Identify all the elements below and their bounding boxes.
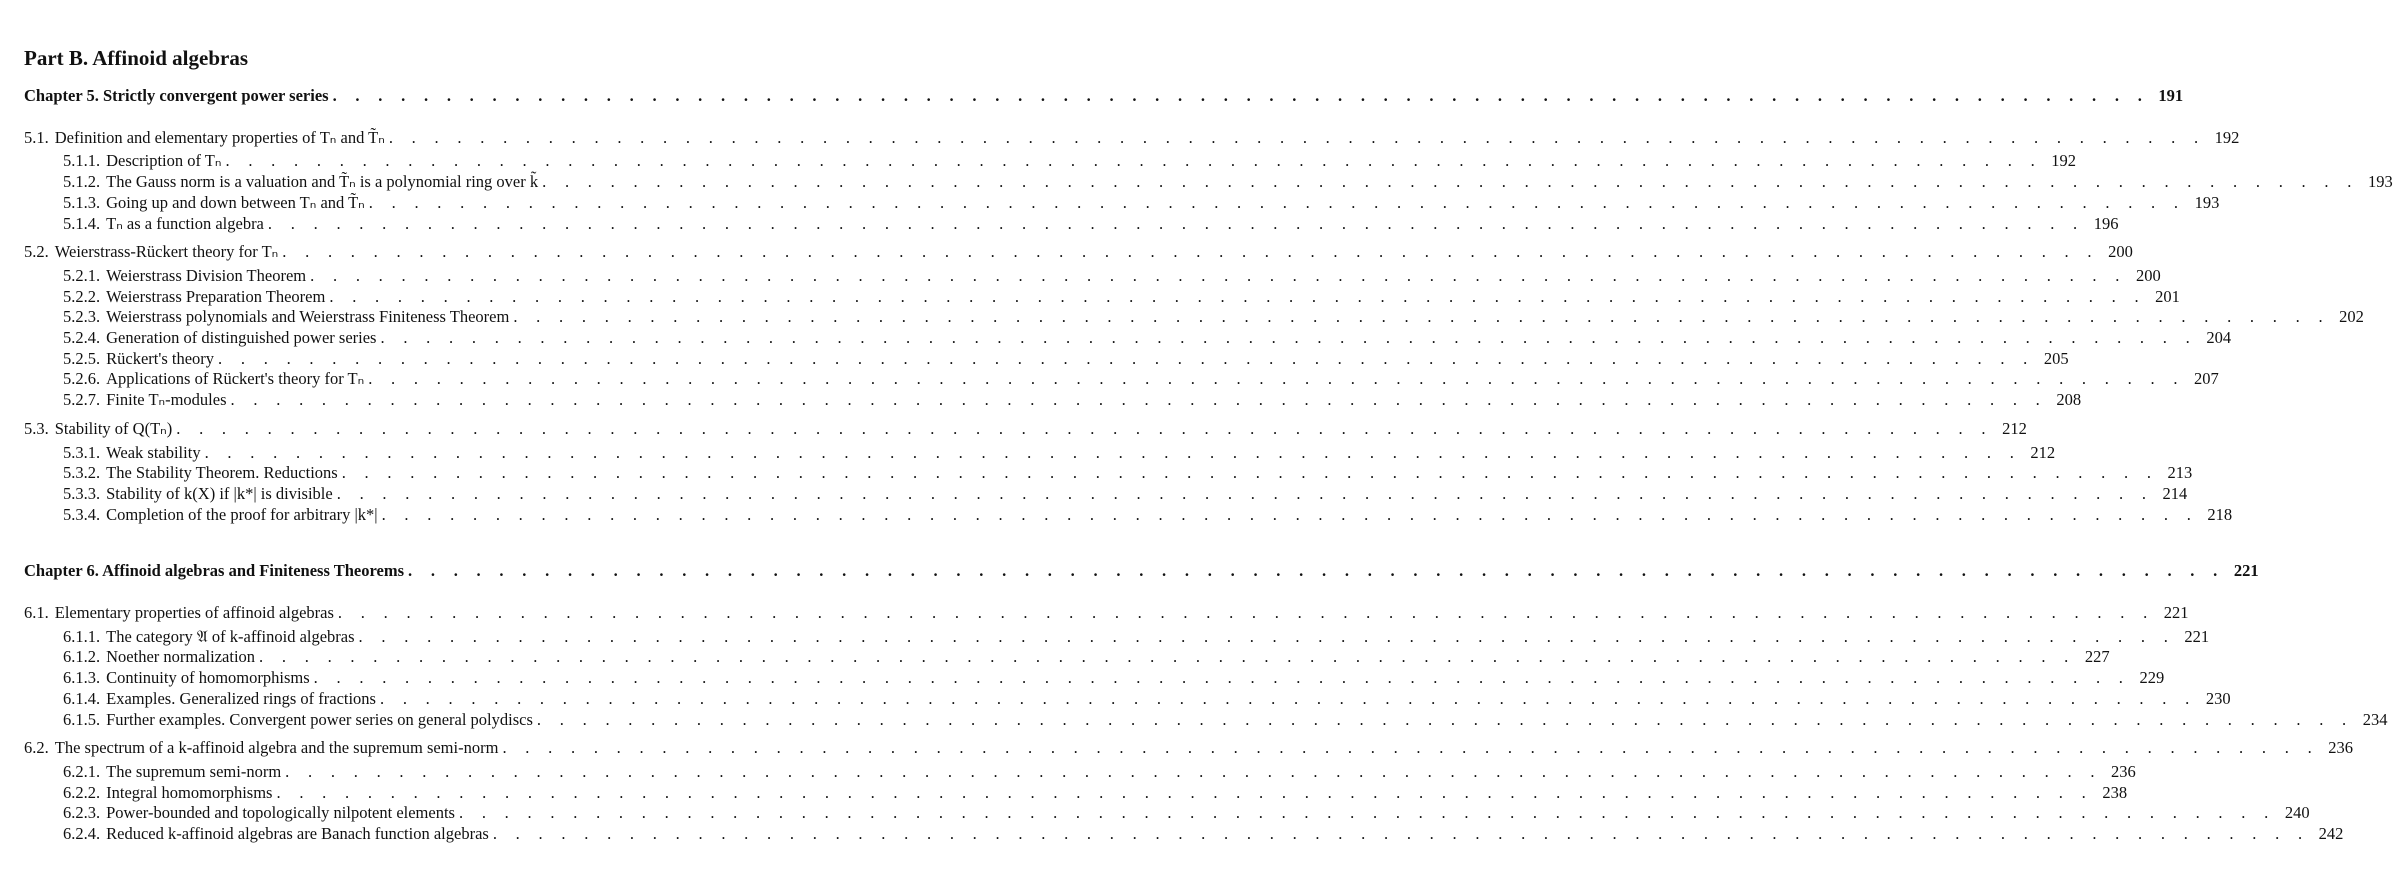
- subsection-entry: [24, 192, 2220, 214]
- entry-number: 5.3.1.: [63, 442, 101, 462]
- subsection-entry: [24, 172, 2393, 193]
- entry-title: Weierstrass polynomials and Weierstrass Finiteness Theorem: [106, 307, 510, 327]
- subsection-entry: [24, 151, 2077, 172]
- subsection-entry: [24, 265, 2161, 287]
- entry-number: 6.2.1.: [63, 761, 101, 781]
- page-number: 214: [2162, 483, 2188, 503]
- entry-number: 6.2.2.: [63, 782, 101, 802]
- dot-leader: . . . . . . . . . . . . . . . . . . . . . . . . . . . . . . . . . . . . . . . . . . . . . . . . . . . . . . . . . . . . . . . . . . . . . . . . . . . . . . . .: [337, 603, 2155, 623]
- entry-title: Weak stability: [106, 442, 201, 462]
- entry-number: 5.1.: [24, 127, 49, 147]
- dot-leader: . . . . . . . . . . . . . . . . . . . . . . . . . . . . . . . . . . . . . . . . . . . . . . . . . . . . . . . . . . . . . . . . . . . . . . . . . . . . . . . .: [204, 442, 2022, 462]
- subsection-entry: [24, 504, 2233, 526]
- section-group: [24, 418, 2233, 526]
- dot-leader: . . . . . . . . . . . . . . . . . . . . . . . . . . . . . . . . . . . . . . . . . . . . . . . . . . . . . . . . . . . . . . . . . . . . . . . . . . . . . . . .: [408, 561, 2225, 581]
- section-entry: [24, 242, 2133, 263]
- entry-number: 5.2.2.: [63, 286, 101, 306]
- dot-leader: . . . . . . . . . . . . . . . . . . . . . . . . . . . . . . . . . . . . . . . . . . . . . . . . . . . . . . . . . . . . . . . . . . . . . . . . . . . . . . . .: [368, 369, 2185, 389]
- subsection-entry: [24, 442, 2056, 464]
- entry-title: The supremum semi-norm: [106, 761, 282, 781]
- subsection-entry: [24, 328, 2232, 349]
- entry-title: Going up and down between Tₙ and T̃ₙ: [106, 192, 365, 212]
- page-number: 227: [2084, 647, 2110, 667]
- entry-title: Examples. Generalized rings of fractions: [106, 688, 376, 708]
- section-entry: [24, 418, 2027, 440]
- subsection-entry: [24, 348, 2069, 370]
- page-number: 238: [2102, 782, 2128, 802]
- entry-number: 5.1.4.: [63, 213, 101, 233]
- subsection-entry: [24, 463, 2193, 484]
- section-group: [24, 603, 2388, 730]
- entry-title: Tₙ as a function algebra: [106, 213, 264, 233]
- entry-number: 6.2.3.: [63, 803, 101, 823]
- page-number: 236: [2111, 761, 2136, 781]
- dot-leader: . . . . . . . . . . . . . . . . . . . . . . . . . . . . . . . . . . . . . . . . . . . . . . . . . . . . . . . . . . . . . . . . . . . . . . . . . . . . . . . .: [276, 782, 2094, 802]
- entry-number: 5.2.7.: [63, 390, 101, 410]
- dot-leader: . . . . . . . . . . . . . . . . . . . . . . . . . . . . . . . . . . . . . . . . . . . . . . . . . . . . . . . . . . . . . . . . . . . . . . . . . . . . . . . .: [336, 483, 2154, 503]
- page-number: 221: [2233, 561, 2259, 581]
- dot-leader: . . . . . . . . . . . . . . . . . . . . . . . . . . . . . . . . . . . . . . . . . . . . . . . . . . . . . . . . . . . . . . . . . . . . . . . . . . . . . . . .: [492, 824, 2310, 844]
- page-number: 242: [2318, 824, 2344, 844]
- dot-leader: . . . . . . . . . . . . . . . . . . . . . . . . . . . . . . . . . . . . . . . . . . . . . . . . . . . . . . . . . . . . . . . . . . . . . . . . . . . . . . . .: [313, 668, 2131, 688]
- entry-number: 6.1.2.: [63, 647, 101, 667]
- subsection-entry: [24, 824, 2344, 845]
- entry-number: 6.1.: [24, 603, 49, 623]
- subsection-entry: [24, 307, 2364, 328]
- page-number: 192: [2214, 127, 2240, 147]
- page-number: 193: [2194, 192, 2220, 212]
- dot-leader: . . . . . . . . . . . . . . . . . . . . . . . . . . . . . . . . . . . . . . . . . . . . . . . . . . . . . . . . . . . . . . . . . . . . . . . . . . . . . . . .: [502, 738, 2320, 758]
- entry-title: Weierstrass Division Theorem: [106, 265, 307, 285]
- page-number: 229: [2139, 668, 2165, 688]
- entry-number: 6.1.4.: [63, 688, 101, 708]
- page-number: 236: [2328, 738, 2354, 758]
- entry-title: Noether normalization: [106, 647, 256, 667]
- section-entry: [24, 127, 2240, 149]
- subsection-entry: [24, 213, 2119, 235]
- subsection-entry: [24, 626, 2210, 648]
- dot-leader: . . . . . . . . . . . . . . . . . . . . . . . . . . . . . . . . . . . . . . . . . . . . . . . . . . . . . . . . . . . . . . . . . . . . . . . . . . . . . . . .: [332, 86, 2150, 105]
- dot-leader: . . . . . . . . . . . . . . . . . . . . . . . . . . . . . . . . . . . . . . . . . . . . . . . . . . . . . . . . . . . . . . . . . . . . . . . . . . . . . . . .: [380, 328, 2198, 348]
- dot-leader: . . . . . . . . . . . . . . . . . . . . . . . . . . . . . . . . . . . . . . . . . . . . . . . . . . . . . . . . . . . . . . . . . . . . . . . . . . . . . . . .: [513, 307, 2330, 327]
- entry-title: Power-bounded and topologically nilpotent elements: [106, 803, 455, 823]
- section-entry: [24, 603, 2189, 624]
- dot-leader: . . . . . . . . . . . . . . . . . . . . . . . . . . . . . . . . . . . . . . . . . . . . . . . . . . . . . . . . . . . . . . . . . . . . . . . . . . . . . . . .: [259, 647, 2076, 667]
- page-number: 193: [2367, 172, 2393, 192]
- entry-title: Definition and elementary properties of Tₙ and T̃ₙ: [54, 127, 385, 147]
- entry-title: The category 𝔄 of k-affinoid algebras: [106, 626, 355, 646]
- entry-title: Description of Tₙ: [106, 151, 222, 171]
- subsection-entry: [24, 390, 2082, 411]
- dot-leader: . . . . . . . . . . . . . . . . . . . . . . . . . . . . . . . . . . . . . . . . . . . . . . . . . . . . . . . . . . . . . . . . . . . . . . . . . . . . . . . .: [230, 390, 2048, 410]
- page-number: 200: [2135, 265, 2161, 285]
- entry-title: Weierstrass Preparation Theorem: [106, 286, 326, 306]
- dot-leader: . . . . . . . . . . . . . . . . . . . . . . . . . . . . . . . . . . . . . . . . . . . . . . . . . . . . . . . . . . . . . . . . . . . . . . . . . . . . . . . .: [368, 192, 2186, 212]
- entry-title: The spectrum of a k-affinoid algebra and the supremum semi-norm: [54, 738, 499, 758]
- subsection-entry: [24, 369, 2219, 390]
- entry-number: 5.1.1.: [63, 151, 101, 171]
- dot-leader: . . . . . . . . . . . . . . . . . . . . . . . . . . . . . . . . . . . . . . . . . . . . . . . . . . . . . . . . . . . . . . . . . . . . . . . . . . . . . . . .: [329, 286, 2146, 306]
- entry-title: Rückert's theory: [106, 348, 215, 368]
- page-number: 212: [2030, 442, 2056, 462]
- entry-title: The Gauss norm is a valuation and T̃ₙ is a polynomial ring over k̃: [106, 172, 539, 192]
- subsection-entry: [24, 286, 2180, 308]
- entry-title: Finite Tₙ-modules: [106, 390, 227, 410]
- page-number: 204: [2206, 328, 2232, 348]
- page-number: 221: [2184, 626, 2210, 646]
- entry-number: 5.3.4.: [63, 504, 101, 524]
- dot-leader: . . . . . . . . . . . . . . . . . . . . . . . . . . . . . . . . . . . . . . . . . . . . . . . . . . . . . . . . . . . . . . . . . . . . . . . . . . . . . . . .: [388, 127, 2206, 147]
- entry-number: 5.2.3.: [63, 307, 101, 327]
- entry-number: 6.1.5.: [63, 709, 101, 729]
- chapter-entry: [24, 86, 2184, 107]
- page-number: 234: [2362, 709, 2388, 729]
- subsection-entry: [24, 483, 2188, 505]
- dot-leader: . . . . . . . . . . . . . . . . . . . . . . . . . . . . . . . . . . . . . . . . . . . . . . . . . . . . . . . . . . . . . . . . . . . . . . . . . . . . . . . .: [536, 709, 2354, 729]
- dot-leader: . . . . . . . . . . . . . . . . . . . . . . . . . . . . . . . . . . . . . . . . . . . . . . . . . . . . . . . . . . . . . . . . . . . . . . . . . . . . . . . .: [218, 348, 2035, 368]
- dot-leader: . . . . . . . . . . . . . . . . . . . . . . . . . . . . . . . . . . . . . . . . . . . . . . . . . . . . . . . . . . . . . . . . . . . . . . . . . . . . . . . .: [458, 803, 2276, 823]
- page-number: 221: [2163, 603, 2189, 623]
- entry-title: Continuity of homomorphisms: [106, 668, 310, 688]
- subsection-entry: [24, 647, 2110, 668]
- entry-title: Chapter 6. Affinoid algebras and Finiteness Theorems: [24, 561, 404, 581]
- entry-title: Completion of the proof for arbitrary |k*|: [106, 504, 378, 524]
- page-number: 240: [2284, 803, 2310, 823]
- dot-leader: . . . . . . . . . . . . . . . . . . . . . . . . . . . . . . . . . . . . . . . . . . . . . . . . . . . . . . . . . . . . . . . . . . . . . . . . . . . . . . . .: [225, 151, 2043, 171]
- entry-number: 6.2.: [24, 738, 49, 758]
- part-title: Part B. Affinoid algebras: [24, 46, 248, 70]
- entry-number: 5.3.: [24, 418, 49, 438]
- entry-title: Further examples. Convergent power series on general polydiscs: [106, 709, 533, 729]
- entry-number: 6.2.4.: [63, 824, 101, 844]
- entry-number: 5.3.3.: [63, 483, 101, 503]
- dot-leader: . . . . . . . . . . . . . . . . . . . . . . . . . . . . . . . . . . . . . . . . . . . . . . . . . . . . . . . . . . . . . . . . . . . . . . . . . . . . . . . .: [282, 242, 2099, 262]
- subsection-entry: [24, 688, 2231, 710]
- page-number: 192: [2051, 151, 2077, 171]
- table-of-contents: [24, 44, 2393, 845]
- entry-number: 5.3.2.: [63, 463, 101, 483]
- entry-title: The Stability Theorem. Reductions: [106, 463, 338, 483]
- entry-number: 5.2.6.: [63, 369, 101, 389]
- entry-title: Integral homomorphisms: [106, 782, 273, 802]
- page-number: 191: [2158, 86, 2184, 105]
- dot-leader: . . . . . . . . . . . . . . . . . . . . . . . . . . . . . . . . . . . . . . . . . . . . . . . . . . . . . . . . . . . . . . . . . . . . . . . . . . . . . . . .: [176, 418, 1993, 438]
- page-number: 196: [2093, 213, 2119, 233]
- entry-title: Stability of Q(Tₙ): [54, 418, 173, 438]
- page-number: 200: [2108, 242, 2133, 262]
- entry-title: Chapter 5. Strictly convergent power series: [24, 86, 329, 105]
- page-number: 230: [2205, 688, 2231, 708]
- dot-leader: . . . . . . . . . . . . . . . . . . . . . . . . . . . . . . . . . . . . . . . . . . . . . . . . . . . . . . . . . . . . . . . . . . . . . . . . . . . . . . . .: [379, 688, 2197, 708]
- subsection-entry: [24, 709, 2388, 731]
- entry-number: 5.2.1.: [63, 265, 101, 285]
- section-group: [24, 242, 2364, 411]
- entry-number: 6.1.1.: [63, 626, 101, 646]
- dot-leader: . . . . . . . . . . . . . . . . . . . . . . . . . . . . . . . . . . . . . . . . . . . . . . . . . . . . . . . . . . . . . . . . . . . . . . . . . . . . . . . .: [285, 761, 2102, 781]
- dot-leader: . . . . . . . . . . . . . . . . . . . . . . . . . . . . . . . . . . . . . . . . . . . . . . . . . . . . . . . . . . . . . . . . . . . . . . . . . . . . . . . .: [542, 172, 2359, 192]
- entry-number: 6.1.3.: [63, 668, 101, 688]
- page-number: 218: [2207, 504, 2233, 524]
- page-number: 208: [2056, 390, 2082, 410]
- page-number: 201: [2155, 286, 2180, 306]
- chapter-entry: [24, 561, 2259, 582]
- entry-title: Weierstrass-Rückert theory for Tₙ: [54, 242, 279, 262]
- dot-leader: . . . . . . . . . . . . . . . . . . . . . . . . . . . . . . . . . . . . . . . . . . . . . . . . . . . . . . . . . . . . . . . . . . . . . . . . . . . . . . . .: [381, 504, 2199, 524]
- section-group: [24, 127, 2393, 235]
- entry-title: Generation of distinguished power series: [106, 328, 377, 348]
- subsection-entry: [24, 782, 2128, 804]
- entry-title: Elementary properties of affinoid algebras: [54, 603, 334, 623]
- page-number: 212: [2002, 418, 2027, 438]
- entry-title: Reduced k-affinoid algebras are Banach function algebras: [106, 824, 489, 844]
- dot-leader: . . . . . . . . . . . . . . . . . . . . . . . . . . . . . . . . . . . . . . . . . . . . . . . . . . . . . . . . . . . . . . . . . . . . . . . . . . . . . . . .: [267, 213, 2085, 233]
- section-entry: [24, 738, 2354, 759]
- page-number: 207: [2194, 369, 2219, 389]
- dot-leader: . . . . . . . . . . . . . . . . . . . . . . . . . . . . . . . . . . . . . . . . . . . . . . . . . . . . . . . . . . . . . . . . . . . . . . . . . . . . . . . .: [310, 265, 2127, 285]
- entry-number: 5.1.3.: [63, 192, 101, 212]
- entry-number: 5.2.5.: [63, 348, 101, 368]
- subsection-entry: [24, 761, 2136, 783]
- dot-leader: . . . . . . . . . . . . . . . . . . . . . . . . . . . . . . . . . . . . . . . . . . . . . . . . . . . . . . . . . . . . . . . . . . . . . . . . . . . . . . . .: [358, 626, 2176, 646]
- page-number: 213: [2167, 463, 2193, 483]
- entry-title: Stability of k(X) if |k*| is divisible: [106, 483, 333, 503]
- subsection-entry: [24, 668, 2165, 689]
- entry-title: Applications of Rückert's theory for Tₙ: [106, 369, 365, 389]
- toc-entries: [24, 86, 2393, 845]
- section-group: [24, 738, 2354, 845]
- entry-number: 5.2.4.: [63, 328, 101, 348]
- entry-number: 5.2.: [24, 242, 49, 262]
- subsection-entry: [24, 803, 2310, 824]
- dot-leader: . . . . . . . . . . . . . . . . . . . . . . . . . . . . . . . . . . . . . . . . . . . . . . . . . . . . . . . . . . . . . . . . . . . . . . . . . . . . . . . .: [341, 463, 2159, 483]
- page-number: 205: [2043, 348, 2069, 368]
- page-number: 202: [2339, 307, 2364, 327]
- entry-number: 5.1.2.: [63, 172, 101, 192]
